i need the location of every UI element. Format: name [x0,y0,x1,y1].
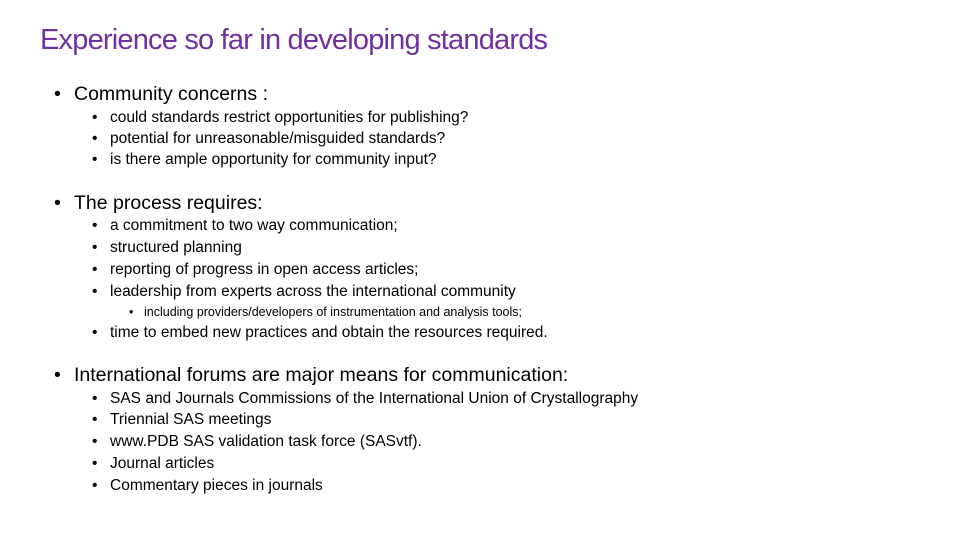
list-item [92,283,516,301]
list-item [92,217,398,235]
list-item [92,455,215,473]
list-item-text: a commitment to two way communication; [110,217,398,234]
bullet-icon: • [92,390,98,407]
list-item-text: is there ample opportunity for community input? [110,151,437,168]
bullet-icon: • [92,151,98,168]
bullet-icon: • [92,217,98,234]
list-item-text: Journal articles [110,455,215,472]
bullet-icon: • [92,109,98,126]
slide-title: Experience so far in developing standards [40,24,548,56]
list-item-text: time to embed new practices and obtain the resources required. [110,324,548,341]
list-item [92,411,272,429]
bullet-icon: • [92,130,98,147]
list-item [92,433,422,451]
sub-list-item-text: including providers/developers of instrumentation and analysis tools; [144,305,522,319]
section-heading-process-requires [54,192,263,215]
list-item-text: www.PDB SAS validation task force (SASvtf). [110,433,422,450]
section-heading-international-forums [54,364,569,387]
bullet-icon: • [92,455,98,472]
bullet-icon: • [92,477,98,494]
section-heading-text: International forums are major means for communication: [74,364,569,386]
list-item-text: reporting of progress in open access articles; [110,261,419,278]
sub-list-item [129,305,522,319]
bullet-icon: • [92,261,98,278]
list-item-text: Triennial SAS meetings [110,411,272,428]
list-item [92,151,437,169]
list-item [92,239,242,257]
bullet-icon: • [92,324,98,341]
section-heading-text: Community concerns : [74,83,268,105]
list-item [92,477,323,495]
section-heading-text: The process requires: [74,192,263,214]
section-heading-community-concerns [54,83,268,106]
bullet-icon: • [54,192,61,214]
bullet-icon: • [54,83,61,105]
bullet-icon: • [92,283,98,300]
bullet-icon: • [92,411,98,428]
bullet-icon: • [129,305,134,319]
bullet-icon: • [92,433,98,450]
list-item [92,130,446,148]
list-item-text: potential for unreasonable/misguided standards? [110,130,446,147]
list-item [92,324,548,342]
bullet-icon: • [54,364,61,386]
list-item [92,261,419,279]
list-item [92,109,469,127]
list-item-text: could standards restrict opportunities for publishing? [110,109,469,126]
bullet-icon: • [92,239,98,256]
list-item-text: Commentary pieces in journals [110,477,323,494]
list-item [92,390,639,408]
list-item-text: structured planning [110,239,242,256]
list-item-text: SAS and Journals Commissions of the International Union of Crystallography [110,390,639,407]
list-item-text: leadership from experts across the international community [110,283,516,300]
